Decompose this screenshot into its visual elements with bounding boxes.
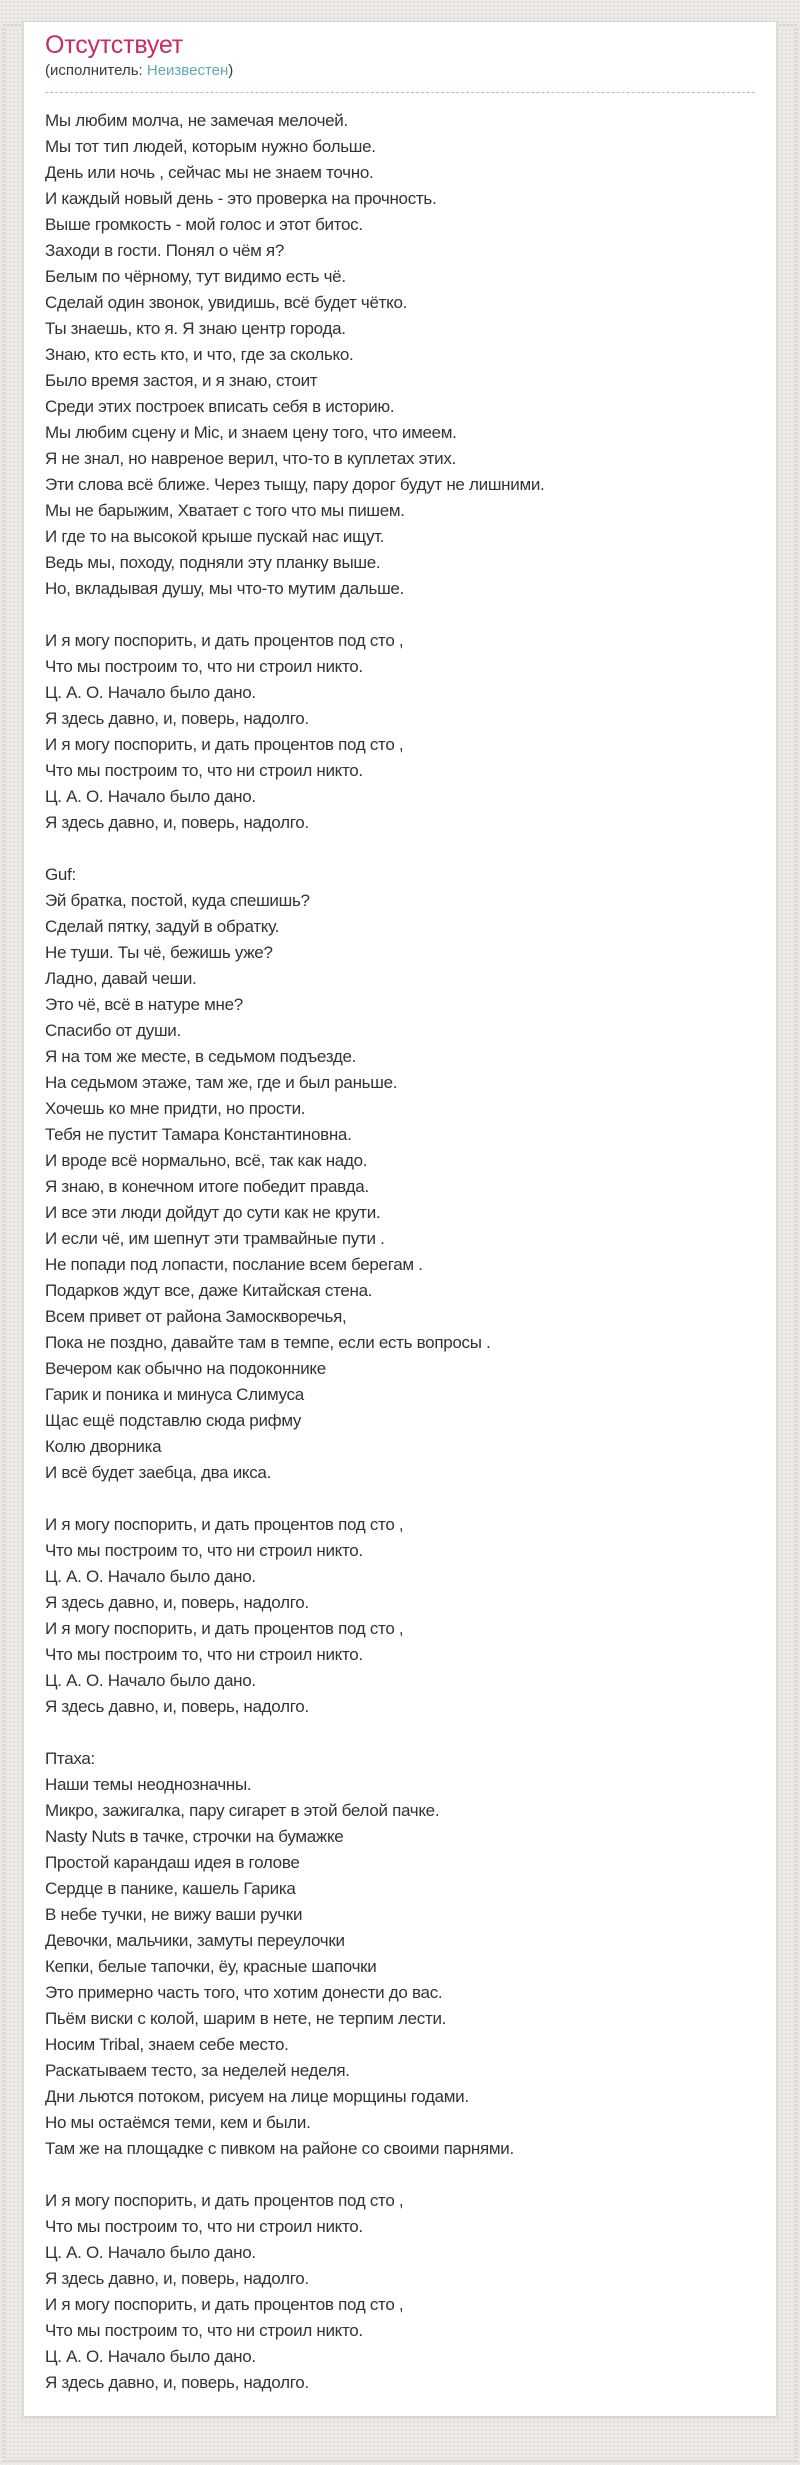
lyric-line: Но мы остаёмся теми, кем и были. [45,2113,311,2132]
lyrics [45,108,755,2396]
lyric-line: Колю дворника [45,1437,162,1456]
lyric-line: Я здесь давно, и, поверь, надолго. [45,1697,309,1716]
artist-link[interactable]: Неизвестен [146,62,229,79]
lyric-line: И всё будет заебца, два икса. [45,1463,272,1482]
lyrics-section-chorus-2 [45,1512,755,1720]
lyric-line: Я здесь давно, и, поверь, надолго. [45,709,309,728]
lyrics-section-chorus-3 [45,2188,755,2396]
lyric-line: Спасибо от души. [45,1021,181,1040]
lyric-line: Пока не поздно, давайте там в темпе, если есть вопросы . [45,1333,491,1352]
lyric-line: Ц. А. О. Начало было дано. [45,787,256,806]
lyric-line: Не туши. Ты чё, бежишь уже? [45,943,273,962]
lyric-line: Я на том же месте, в седьмом подъезде. [45,1047,357,1066]
lyrics-section-verse-guf [45,862,755,1486]
lyric-line: И каждый новый день - это проверка на прочность. [45,189,437,208]
lyric-line: Nasty Nuts в тачке, строчки на бумажке [45,1827,344,1846]
artist-line [45,61,755,93]
lyric-line: Я знаю, в конечном итоге победит правда. [45,1177,369,1196]
lyric-line: И я могу поспорить, и дать процентов под сто , [45,2295,404,2314]
lyric-line: День или ночь , сейчас мы не знаем точно. [45,163,374,182]
lyric-line: Сделай один звонок, увидишь, всё будет чётко. [45,293,408,312]
lyric-line: И все эти люди дойдут до сути как не крути. [45,1203,381,1222]
lyric-line: И я могу поспорить, и дать процентов под сто , [45,1515,404,1534]
lyric-line: Всем привет от района Замоскворечья, [45,1307,347,1326]
lyric-line: И вроде всё нормально, всё, так как надо. [45,1151,368,1170]
lyric-line: Птаха: [45,1749,95,1768]
lyric-line: Вечером как обычно на подоконнике [45,1359,326,1378]
lyric-line: Что мы построим то, что ни строил никто. [45,2321,363,2340]
lyric-line: И я могу поспорить, и дать процентов под сто , [45,735,404,754]
lyric-line: Ц. А. О. Начало было дано. [45,1567,256,1586]
lyric-line: Мы тот тип людей, которым нужно больше. [45,137,376,156]
lyric-line: Я не знал, но навреное верил, что-то в куплетах этих. [45,449,456,468]
lyric-line: Это чё, всё в натуре мне? [45,995,243,1014]
song-title: Отсутствует [45,31,184,59]
lyric-line: Ц. А. О. Начало было дано. [45,2347,256,2366]
lyric-line: Дни льются потоком, рисуем на лице морщины годами. [45,2087,469,2106]
lyric-line: Раскатываем тесто, за неделей неделя. [45,2061,350,2080]
lyrics-section-chorus-1 [45,628,755,836]
lyric-line: И я могу поспорить, и дать процентов под сто , [45,2191,404,2210]
lyrics-section-verse-ptaha [45,1746,755,2162]
lyric-line: Мы не барыжим, Хватает с того что мы пишем. [45,501,405,520]
lyric-line: Что мы построим то, что ни строил никто. [45,657,363,676]
lyric-line: Это примерно часть того, что хотим донести до вас. [45,1983,443,2002]
lyric-line: Там же на площадке с пивком на районе со своими парнями. [45,2139,514,2158]
artist-label: (исполнитель: [45,62,147,79]
lyric-line: Что мы построим то, что ни строил никто. [45,2217,363,2236]
lyric-line: Что мы построим то, что ни строил никто. [45,1645,363,1664]
lyric-line: Guf: [45,865,76,884]
lyric-line: Хочешь ко мне придти, но прости. [45,1099,306,1118]
lyric-line: Кепки, белые тапочки, ёу, красные шапочки [45,1957,377,1976]
lyric-line: И я могу поспорить, и дать процентов под сто , [45,1619,404,1638]
lyric-line: Но, вкладывая душу, мы что-то мутим дальше. [45,579,404,598]
lyric-line: На седьмом этаже, там же, где и был раньше. [45,1073,398,1092]
lyric-line: Я здесь давно, и, поверь, надолго. [45,1593,309,1612]
lyric-line: Ты знаешь, кто я. Я знаю центр города. [45,319,346,338]
lyric-line: И если чё, им шепнут эти трамвайные пути . [45,1229,385,1248]
lyrics-section-verse-1 [45,108,755,602]
lyric-line: Заходи в гости. Понял о чём я? [45,241,284,260]
lyric-line: Я здесь давно, и, поверь, надолго. [45,2269,309,2288]
lyric-line: Что мы построим то, что ни строил никто. [45,761,363,780]
lyric-line: Я здесь давно, и, поверь, надолго. [45,813,309,832]
lyric-line: Щас ещё подставлю сюда рифму [45,1411,302,1430]
lyric-line: Ладно, давай чеши. [45,969,197,988]
lyric-line: Простой карандаш идея в голове [45,1853,300,1872]
lyric-line: Ведь мы, походу, подняли эту планку выше. [45,553,381,572]
lyric-line: Что мы построим то, что ни строил никто. [45,1541,363,1560]
lyric-line: Выше громкость - мой голос и этот битос. [45,215,363,234]
lyric-line: Я здесь давно, и, поверь, надолго. [45,2373,309,2392]
lyric-line: Тебя не пустит Тамара Константиновна. [45,1125,352,1144]
lyric-line: Девочки, мальчики, замуты переулочки [45,1931,345,1950]
lyric-line: Среди этих построек вписать себя в историю. [45,397,395,416]
lyric-line: Ц. А. О. Начало было дано. [45,2243,256,2262]
lyric-line: Гарик и поника и минуса Слимуса [45,1385,304,1404]
lyric-line: Ц. А. О. Начало было дано. [45,1671,256,1690]
lyric-line: В небе тучки, не вижу ваши ручки [45,1905,303,1924]
lyric-line: Не попади под лопасти, послание всем берегам . [45,1255,423,1274]
lyric-line: Знаю, кто есть кто, и что, где за сколько. [45,345,354,364]
lyric-line: Подарков ждут все, даже Китайская стена. [45,1281,373,1300]
lyric-line: Наши темы неоднозначны. [45,1775,252,1794]
page-background [0,21,800,2465]
lyric-line: Эй братка, постой, куда спешишь? [45,891,310,910]
lyric-line: И я могу поспорить, и дать процентов под сто , [45,631,404,650]
lyric-line: Сердце в панике, кашель Гарика [45,1879,296,1898]
artist-label-suffix: ) [228,62,234,79]
lyric-line: Сделай пятку, задуй в обратку. [45,917,280,936]
lyric-line: Белым по чёрному, тут видимо есть чё. [45,267,346,286]
lyric-line: Эти слова всё ближе. Через тыщу, пару дорог будут не лишними. [45,475,545,494]
lyric-line: Микро, зажигалка, пару сигарет в этой белой пачке. [45,1801,440,1820]
lyric-line: Пьём виски с колой, шарим в нете, не терпим лести. [45,2009,447,2028]
lyric-line: Ц. А. О. Начало было дано. [45,683,256,702]
lyric-line: Мы любим сцену и Mic, и знаем цену того, что имеем. [45,423,457,442]
lyrics-card [23,21,777,2417]
lyric-line: Носим Tribal, знаем себе место. [45,2035,289,2054]
lyric-line: Мы любим молча, не замечая мелочей. [45,111,348,130]
lyric-line: И где то на высокой крыше пускай нас ищут. [45,527,385,546]
lyric-line: Было время застоя, и я знаю, стоит [45,371,318,390]
